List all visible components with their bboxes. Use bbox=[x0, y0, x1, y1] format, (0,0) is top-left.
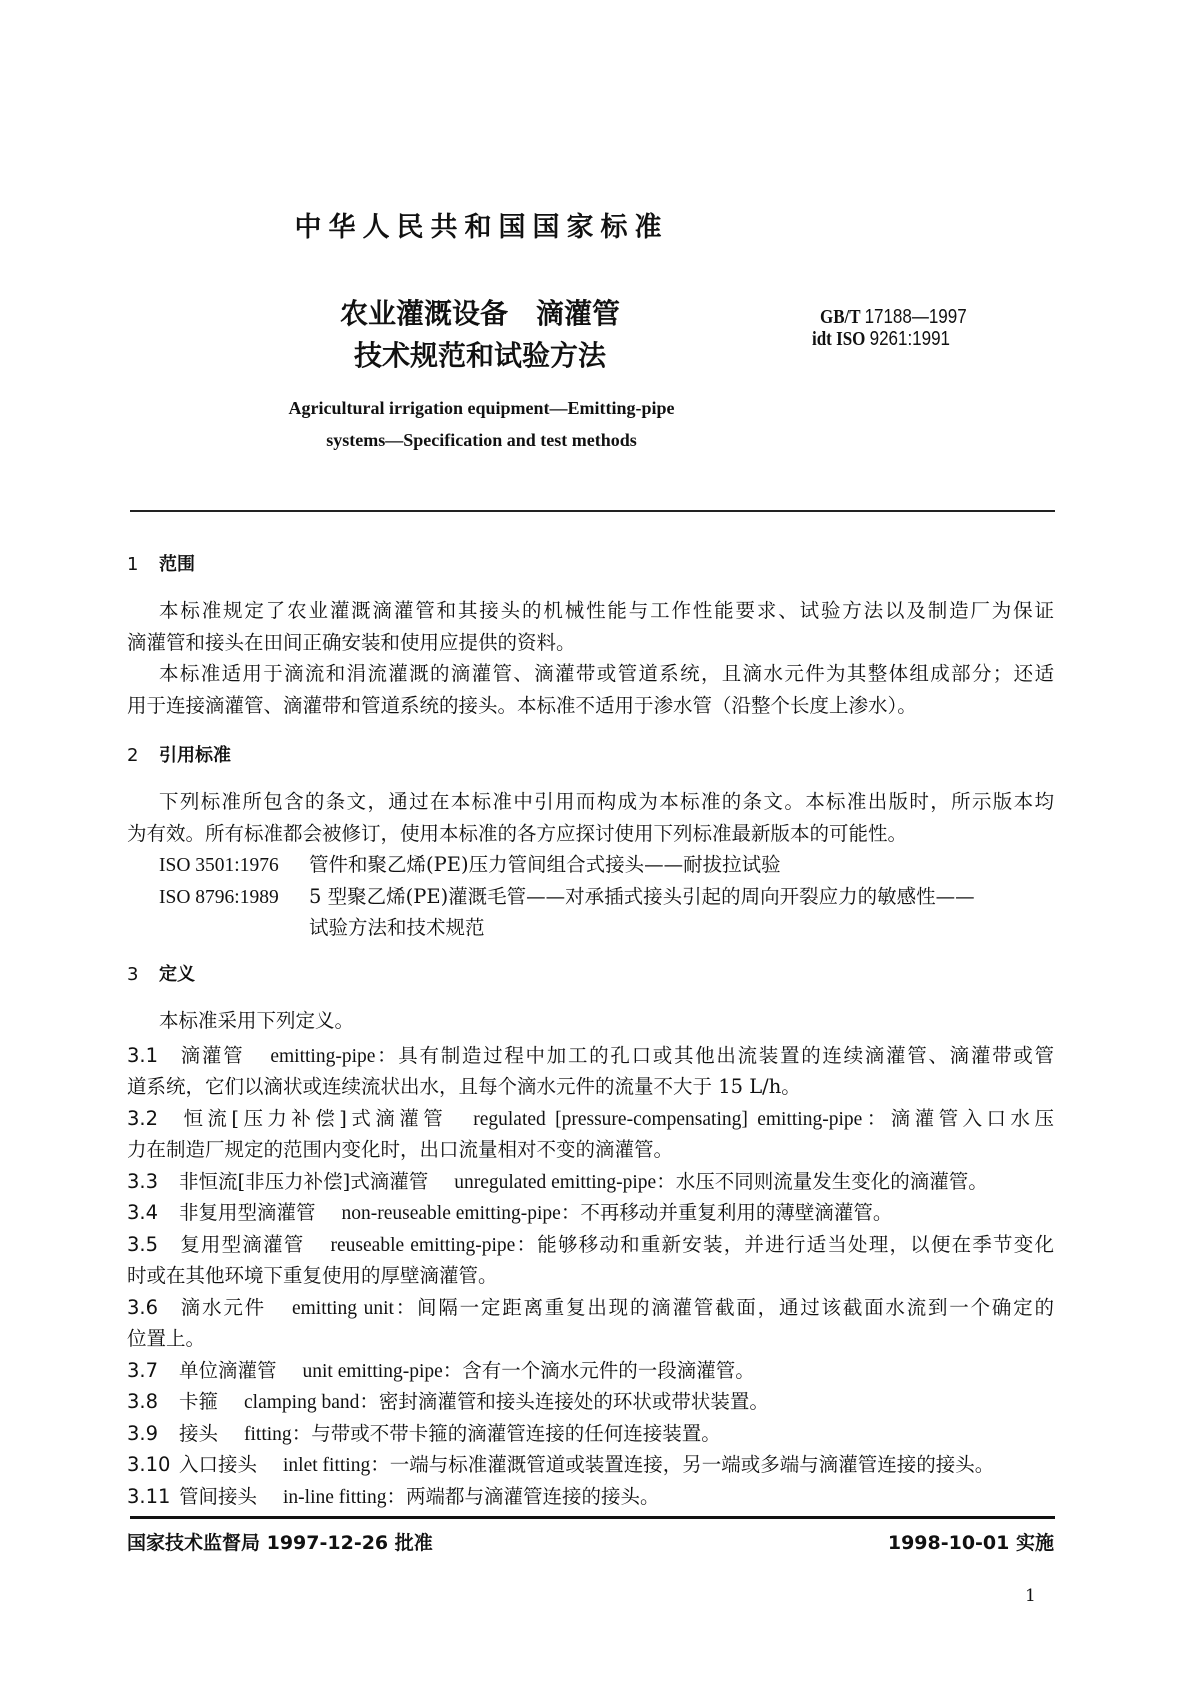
definition-term: 复用型滴灌管 bbox=[179, 1232, 305, 1256]
definition-english-term: fitting bbox=[244, 1423, 292, 1445]
code-number: 17188—1997 bbox=[864, 306, 967, 328]
title-line-2: 技术规范和试验方法 bbox=[353, 339, 606, 372]
section-title: 引用标准 bbox=[159, 745, 231, 766]
idt-number: 9261:1991 bbox=[869, 328, 951, 350]
definition-number: 3.2 bbox=[127, 1106, 159, 1130]
title-line-1: 农业灌溉设备 滴灌管 bbox=[339, 297, 620, 330]
definition-continuation: 位置上。 bbox=[127, 1327, 206, 1350]
definition-item bbox=[127, 1418, 1054, 1450]
section-heading bbox=[127, 549, 1054, 581]
definition-english-term: unit emitting-pipe bbox=[302, 1360, 443, 1382]
definition-item bbox=[127, 1197, 1054, 1229]
definition-english-term: reuseable emitting-pipe bbox=[330, 1234, 516, 1256]
definition-continuation: 力在制造厂规定的范围内变化时，出口流量相对不变的滴灌管。 bbox=[127, 1138, 674, 1161]
english-title-1: Agricultural irrigation equipment—Emitting-pipe bbox=[288, 398, 675, 418]
paragraph-line: 本标准规定了农业灌溉滴灌管和其接头的机械性能与工作性能要求、试验方法以及制造厂为保证 bbox=[159, 599, 1054, 622]
definition-text: ：两端都与滴灌管连接的接头。 bbox=[386, 1484, 660, 1508]
reference-code: ISO 8796:1989 bbox=[159, 886, 279, 908]
definition-text: ：能够移动和重新安装，并进行适当处理，以便在季节变化 bbox=[515, 1232, 1054, 1256]
section-definitions bbox=[127, 959, 1054, 1512]
definitions-intro: 本标准采用下列定义。 bbox=[159, 1009, 355, 1032]
definition-term: 滴灌管 bbox=[179, 1043, 245, 1067]
definition-item bbox=[127, 1386, 1054, 1418]
english-title-2: systems—Specification and test methods bbox=[326, 430, 637, 450]
section-number: 3 bbox=[127, 964, 139, 985]
definition-number: 3.7 bbox=[127, 1358, 159, 1382]
definition-term: 恒流[压力补偿]式滴灌管 bbox=[179, 1106, 448, 1130]
definition-english-term: emitting-pipe bbox=[270, 1045, 376, 1067]
definition-term: 滴水元件 bbox=[179, 1295, 266, 1319]
definition-english-term: clamping band bbox=[244, 1392, 360, 1413]
paragraph-line: 本标准适用于滴流和涓流灌溉的滴灌管、滴灌带或管道系统，且滴水元件为其整体组成部分；还适 bbox=[159, 662, 1054, 685]
paragraph-line: 下列标准所包含的条文，通过在本标准中引用而构成为本标准的条文。本标准出版时，所示版本均 bbox=[159, 790, 1054, 813]
section-number: 2 bbox=[127, 745, 139, 766]
definition-text: ：与带或不带卡箍的滴灌管连接的任何连接装置。 bbox=[291, 1421, 721, 1445]
reference-continuation: 试验方法和技术规范 bbox=[309, 916, 485, 939]
definition-number: 3.1 bbox=[127, 1043, 159, 1067]
definition-term: 接头 bbox=[179, 1421, 219, 1445]
definition-text: ：具有制造过程中加工的孔口或其他出流装置的连续滴灌管、滴灌带或管 bbox=[375, 1043, 1054, 1067]
definition-english-term: emitting unit bbox=[291, 1297, 394, 1319]
definition-number: 3.8 bbox=[127, 1390, 159, 1413]
paragraph-line: 滴灌管和接头在田间正确安装和使用应提供的资料。 bbox=[127, 630, 576, 654]
section-heading bbox=[127, 740, 1054, 772]
definition-number: 3.4 bbox=[127, 1201, 159, 1224]
section-number: 1 bbox=[127, 554, 139, 575]
definition-text: ：一端与标准灌溉管道或装置连接，另一端或多端与滴灌管连接的接头。 bbox=[370, 1453, 995, 1476]
definition-item bbox=[127, 1103, 1054, 1135]
section-references bbox=[127, 740, 1054, 944]
definition-item bbox=[127, 1040, 1054, 1072]
definition-continuation: 道系统，它们以滴状或连续流状出水，且每个滴水元件的流量不大于 15 L/h。 bbox=[127, 1075, 801, 1098]
definition-item bbox=[127, 1229, 1054, 1261]
definition-term: 非复用型滴灌管 bbox=[179, 1201, 316, 1224]
definition-item bbox=[127, 1481, 1054, 1513]
reference-title: 5 型聚乙烯(PE)灌溉毛管——对承插式接头引起的周向开裂应力的敏感性—— bbox=[309, 884, 975, 908]
definition-english-term: inlet fitting bbox=[283, 1455, 371, 1476]
paragraph-line: 为有效。所有标准都会被修订，使用本标准的各方应探讨使用下列标准最新版本的可能性。 bbox=[127, 821, 908, 845]
definition-item bbox=[127, 1449, 1054, 1481]
definition-term: 非恒流[非压力补偿]式滴灌管 bbox=[179, 1169, 429, 1193]
definition-term: 入口接头 bbox=[179, 1453, 258, 1476]
definition-term: 单位滴灌管 bbox=[179, 1358, 277, 1382]
definition-text: ：间隔一定距离重复出现的滴灌管截面，通过该截面水流到一个确定的 bbox=[393, 1295, 1054, 1319]
definition-text: ：不再移动并重复利用的薄壁滴灌管。 bbox=[560, 1201, 893, 1224]
definition-term: 管间接头 bbox=[179, 1484, 258, 1508]
section-heading bbox=[127, 959, 1054, 991]
section-title: 范围 bbox=[159, 554, 195, 575]
definition-number: 3.3 bbox=[127, 1169, 159, 1193]
reference-item bbox=[127, 849, 1054, 881]
reference-item bbox=[127, 881, 1054, 913]
definition-continuation: 时或在其他环境下重复使用的厚壁滴灌管。 bbox=[127, 1264, 498, 1287]
definition-english-term: in-line fitting bbox=[283, 1486, 387, 1508]
header-divider bbox=[130, 510, 1055, 512]
idt-code bbox=[812, 328, 950, 351]
paragraph-line: 用于连接滴灌管、滴灌带和管道系统的接头。本标准不适用于渗水管（沿整个长度上渗水）。 bbox=[127, 693, 917, 717]
code-prefix: GB/T bbox=[820, 306, 861, 328]
definition-english-term: non-reuseable emitting-pipe bbox=[341, 1203, 561, 1224]
idt-prefix: idt ISO bbox=[812, 328, 866, 350]
definition-number: 3.5 bbox=[127, 1232, 159, 1256]
definition-text: ：密封滴灌管和接头连接处的环状或带状装置。 bbox=[359, 1390, 769, 1413]
section-scope bbox=[127, 549, 1054, 721]
definition-term: 卡箍 bbox=[179, 1390, 219, 1413]
approval-date: 国家技术监督局 1997-12-26 批准 bbox=[127, 1532, 433, 1554]
definition-number: 3.10 bbox=[127, 1453, 171, 1476]
definition-text: ：滴灌管入口水压 bbox=[862, 1106, 1054, 1130]
standard-code bbox=[820, 306, 967, 329]
definition-item bbox=[127, 1166, 1054, 1198]
reference-title: 管件和聚乙烯(PE)压力管间组合式接头——耐拔拉试验 bbox=[309, 853, 781, 876]
page-number: 1 bbox=[1025, 1586, 1036, 1606]
definition-item bbox=[127, 1355, 1054, 1387]
definition-english-term: unregulated emitting-pipe bbox=[454, 1171, 657, 1193]
section-title: 定义 bbox=[159, 964, 195, 985]
definition-text: ：含有一个滴水元件的一段滴灌管。 bbox=[442, 1358, 755, 1382]
definition-number: 3.11 bbox=[127, 1484, 171, 1508]
definition-english-term: regulated [pressure-compensating] emitting-pipe bbox=[473, 1108, 863, 1130]
national-standard-heading: 中华人民共和国国家标准 bbox=[294, 212, 669, 243]
definition-item bbox=[127, 1292, 1054, 1324]
definition-number: 3.9 bbox=[127, 1421, 159, 1445]
definition-number: 3.6 bbox=[127, 1295, 159, 1319]
footer-divider bbox=[130, 1516, 1055, 1519]
reference-code: ISO 3501:1976 bbox=[159, 855, 279, 876]
definition-text: ：水压不同则流量发生变化的滴灌管。 bbox=[656, 1169, 988, 1193]
effective-date: 1998-10-01 实施 bbox=[887, 1532, 1054, 1554]
